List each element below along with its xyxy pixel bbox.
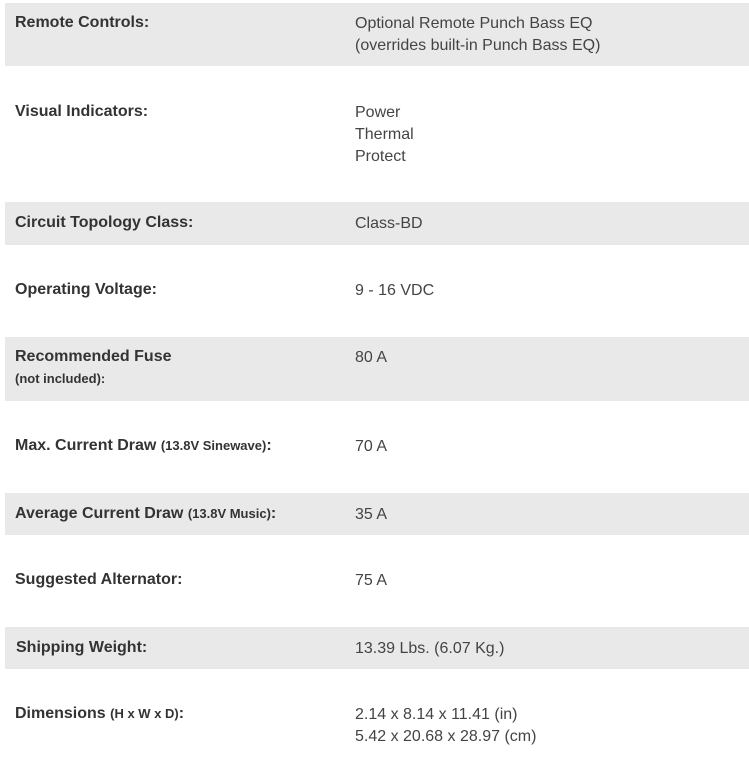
spec-value xyxy=(355,704,536,748)
spec-label-main: Max. Current Draw xyxy=(15,437,157,454)
spec-value xyxy=(355,347,387,369)
spec-value-line: 80 A xyxy=(355,349,388,366)
spec-value-line: 2.14 x 8.14 x 11.41 (in) xyxy=(355,706,518,723)
spec-label-main: Average Current Draw xyxy=(15,505,184,522)
spec-row-remote-controls xyxy=(5,3,749,66)
spec-label: Suggested Alternator: xyxy=(15,571,183,588)
spec-value-line: 70 A xyxy=(355,438,388,455)
spec-label-note: (13.8V Sinewave) xyxy=(160,438,267,453)
spec-label-main: Recommended Fuse xyxy=(15,348,172,365)
spec-value-line: 5.42 x 20.68 x 28.97 (cm) xyxy=(355,728,537,745)
spec-label: Visual Indicators: xyxy=(15,103,149,120)
spec-value-line: Power xyxy=(355,104,401,121)
spec-value xyxy=(355,638,504,660)
spec-label: Shipping Weight: xyxy=(16,639,148,656)
spec-value-line: 35 A xyxy=(355,506,388,523)
spec-label xyxy=(15,435,272,457)
spec-value-line: Class-BD xyxy=(355,215,423,232)
spec-value-line: Optional Remote Punch Bass EQ xyxy=(355,15,593,32)
spec-row-dimensions xyxy=(5,669,749,779)
spec-value xyxy=(355,102,414,168)
spec-row-max-current-draw xyxy=(5,401,749,493)
spec-row-suggested-alternator xyxy=(5,535,749,627)
spec-row-average-current-draw xyxy=(5,493,749,535)
spec-value xyxy=(355,570,387,592)
spec-value-line: 13.39 Lbs. (6.07 Kg.) xyxy=(355,640,505,657)
spec-label-note: (13.8V Music) xyxy=(187,506,271,521)
spec-value xyxy=(355,504,387,526)
spec-label-suffix: : xyxy=(270,505,277,522)
spec-label-suffix: : xyxy=(266,437,272,454)
spec-label xyxy=(15,503,276,525)
spec-value-line: Thermal xyxy=(355,126,414,143)
spec-label: Remote Controls: xyxy=(15,14,150,31)
spec-value-line: 75 A xyxy=(355,572,388,589)
spec-row-recommended-fuse xyxy=(5,337,749,401)
spec-value-line: Protect xyxy=(355,148,406,165)
spec-label: Operating Voltage: xyxy=(15,281,157,298)
spec-label-note: (not included): xyxy=(15,371,106,386)
spec-value xyxy=(355,436,387,458)
spec-row-shipping-weight xyxy=(5,627,749,669)
spec-value xyxy=(355,280,434,302)
spec-label xyxy=(15,703,184,725)
spec-label xyxy=(15,346,171,390)
spec-label: Circuit Topology Class: xyxy=(15,214,194,231)
spec-label-note: (H x W x D) xyxy=(110,706,179,721)
spec-value xyxy=(355,213,423,235)
spec-row-visual-indicators xyxy=(5,66,749,202)
spec-value-line: (overrides built-in Punch Bass EQ) xyxy=(355,37,601,54)
spec-row-operating-voltage xyxy=(5,245,749,337)
spec-value-line: 9 - 16 VDC xyxy=(355,282,435,299)
spec-value xyxy=(355,13,600,57)
spec-row-circuit-topology xyxy=(5,202,749,245)
spec-label-suffix: : xyxy=(178,705,185,722)
spec-label-main: Dimensions xyxy=(15,705,106,722)
